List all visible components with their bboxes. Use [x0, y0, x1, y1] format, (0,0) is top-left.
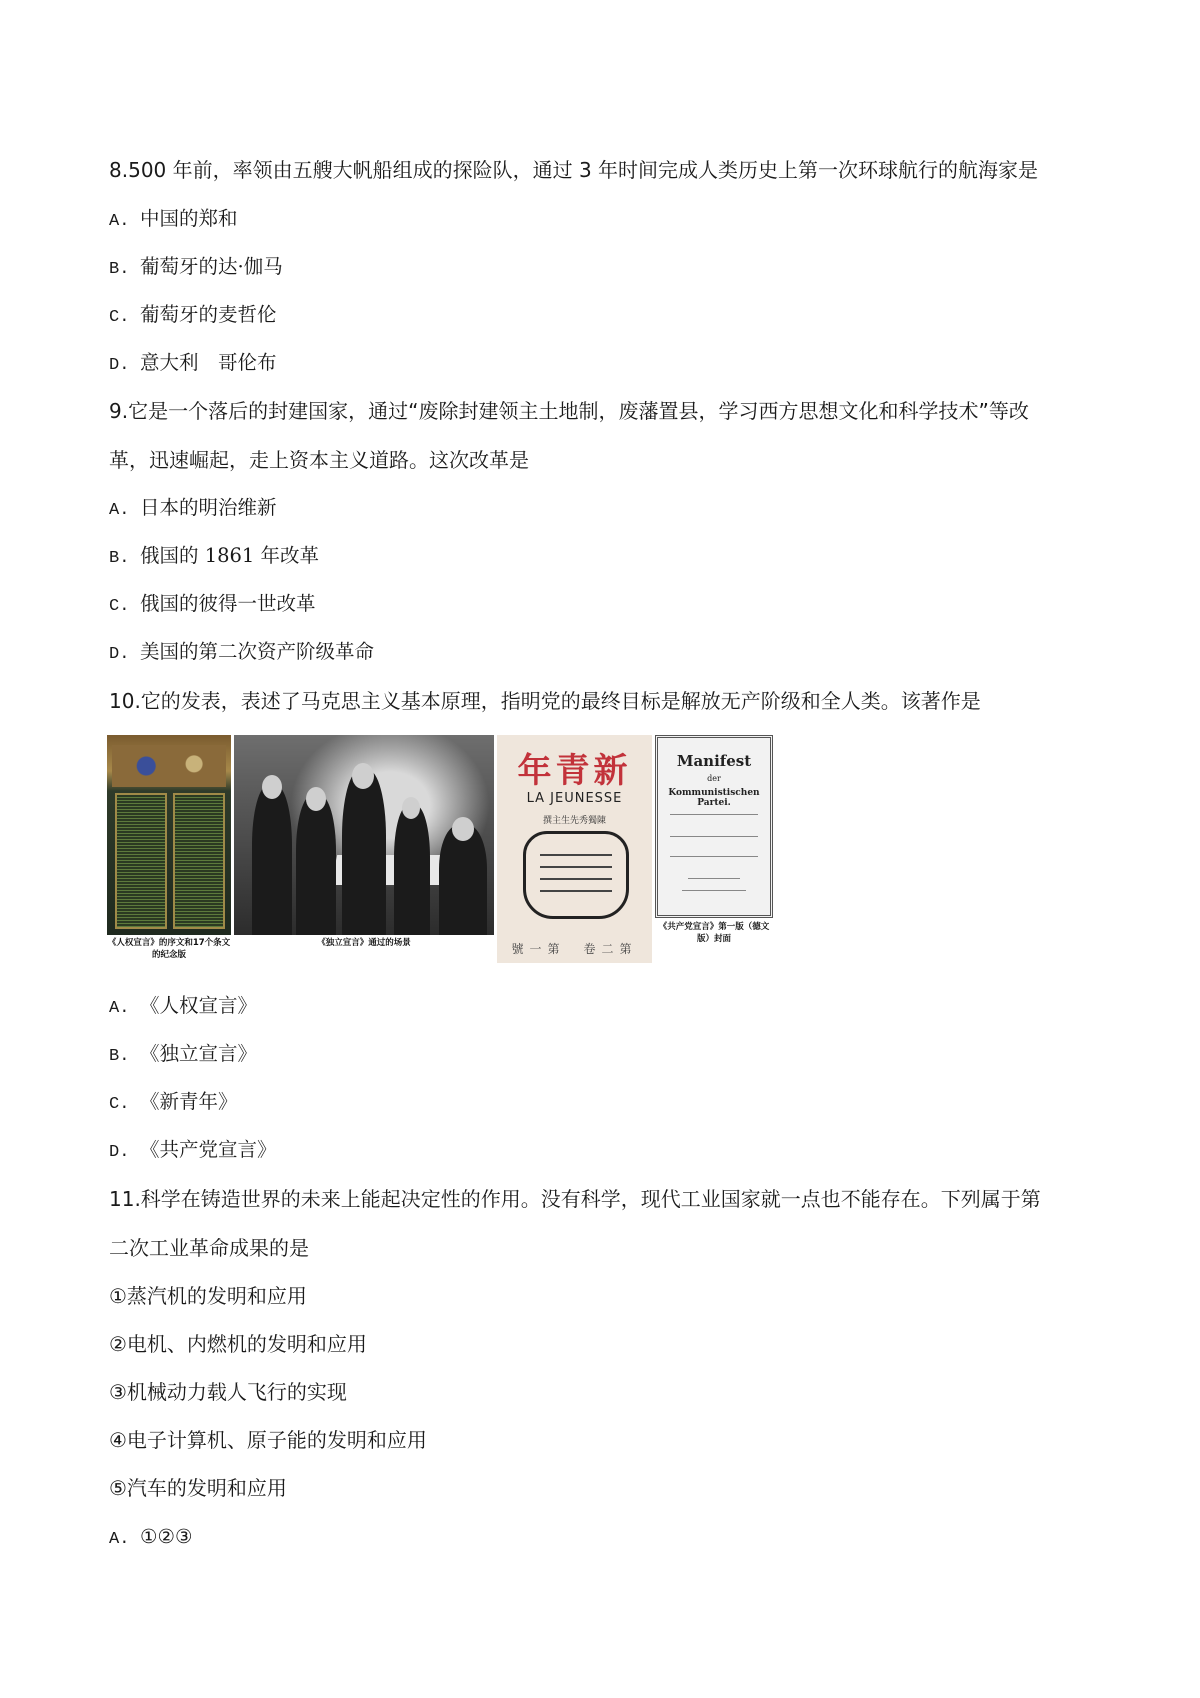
manifesto-title: Manifest: [676, 752, 752, 770]
question-11-option-a[interactable]: A. ①②③: [109, 1525, 193, 1549]
question-9-stem-line-1: 9.它是一个落后的封建国家，通过“废除封建领主土地制，废藩置县，学习西方思想文化和科学技术”等改: [109, 399, 1029, 423]
question-11-stem-line-1: 11.科学在铸造世界的未来上能起决定性的作用。没有科学，现代工业国家就一点也不能存在。下列属于第: [109, 1187, 1041, 1211]
jeunesse-title: 年青新: [517, 751, 632, 791]
question-11-item-2: ②电机、内燃机的发明和应用: [109, 1332, 367, 1356]
communist-manifesto-cover-image: Manifest der Kommunistischen Partei.: [655, 735, 773, 918]
question-10-figure-row: [107, 735, 797, 963]
question-8-option-c[interactable]: C. 葡萄牙的麦哲伦: [109, 303, 277, 327]
jeunesse-latin-title: LA JEUNESSE: [526, 791, 623, 806]
caption-declaration-of-rights: 《人权宣言》的序文和17个条文的纪念版: [107, 938, 231, 960]
question-9-option-c[interactable]: C. 俄国的彼得一世改革: [109, 592, 316, 616]
question-10-stem: 10.它的发表，表述了马克思主义基本原理，指明党的最终目标是解放无产阶级和全人类。该著作是: [109, 689, 981, 713]
question-8-option-b[interactable]: B. 葡萄牙的达·伽马: [109, 255, 283, 279]
question-10-option-c[interactable]: C. 《新青年》: [109, 1090, 238, 1114]
la-jeunesse-cover-image: [497, 735, 652, 963]
question-11-item-5: ⑤汽车的发明和应用: [109, 1476, 287, 1500]
question-9-option-a[interactable]: A. 日本的明治维新: [109, 496, 277, 520]
question-10-option-a[interactable]: A. 《人权宣言》: [109, 994, 258, 1018]
jeunesse-contents-frame: [523, 831, 629, 919]
question-10-option-b[interactable]: B. 《独立宣言》: [109, 1042, 258, 1066]
question-9-stem-line-2: 革，迅速崛起，走上资本主义道路。这次改革是: [109, 448, 529, 472]
question-9-option-b[interactable]: B. 俄国的 1861 年改革: [109, 544, 320, 568]
caption-communist-manifesto: 《共产党宣言》第一版（德文版）封面: [655, 921, 773, 945]
question-8-option-d[interactable]: D. 意大利 哥伦布: [109, 351, 277, 375]
caption-declaration-of-independence: 《独立宣言》通过的场景: [234, 937, 494, 949]
question-8-stem: 8.500 年前，率领由五艘大帆船组成的探险队，通过 3 年时间完成人类历史上第一次环球航行的航海家是: [109, 158, 1039, 182]
question-11-item-3: ③机械动力载人飞行的实现: [109, 1380, 347, 1404]
question-9-option-d[interactable]: D. 美国的第二次资产阶级革命: [109, 640, 375, 664]
question-8-option-a[interactable]: A. 中国的郑和: [109, 207, 238, 231]
question-11-item-4: ④电子计算机、原子能的发明和应用: [109, 1428, 427, 1452]
jeunesse-issue: 號一第 卷二第: [511, 942, 638, 956]
declaration-of-independence-image: [234, 735, 494, 935]
question-11-stem-line-2: 二次工业革命成果的是: [109, 1236, 309, 1260]
jeunesse-editor: 撰主生先秀獨陳: [542, 816, 606, 826]
question-10-option-d[interactable]: D. 《共产党宣言》: [109, 1138, 277, 1162]
declaration-of-rights-image: [107, 735, 231, 935]
question-11-item-1: ①蒸汽机的发明和应用: [109, 1284, 307, 1308]
